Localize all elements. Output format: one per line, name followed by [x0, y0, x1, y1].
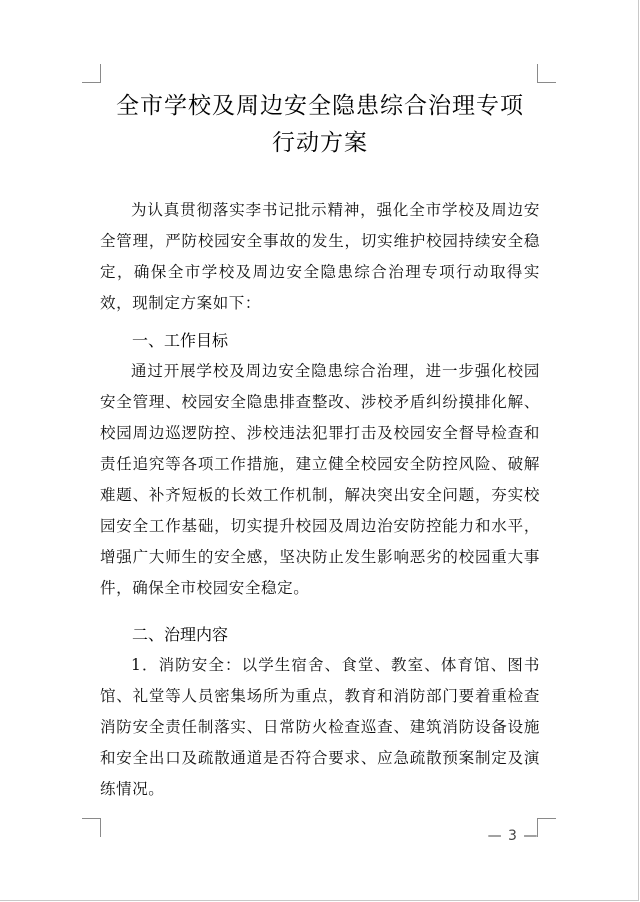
corner-mark-top-right: [537, 64, 556, 83]
document-title-line-2: 行动方案: [272, 130, 368, 156]
page-number: — 3 —: [487, 828, 539, 844]
fire-safety-paragraph: 1．消防安全：以学生宿舍、食堂、教室、体育馆、图书馆、礼堂等人员密集场所为重点，教育和消防部门要着重检查消防安全责任制落实、日常防火检查巡查、建筑消防设备设施和安全出口及疏散通道是否符合要求、应急疏散预案制定及演练情况。: [100, 656, 540, 798]
document-title-line-1: 全市学校及周边安全隐患综合治理专项: [116, 93, 524, 119]
intro-paragraph: 为认真贯彻落实李书记批示精神，强化全市学校及周边安全管理，严防校园安全事故的发生，切实维护校园持续安全稳定，确保全市学校及周边安全隐患综合治理专项行动取得实效，现制定方案如下：: [100, 201, 540, 312]
corner-mark-top-left: [82, 64, 101, 83]
goals-paragraph: 通过开展学校及周边安全隐患综合治理，进一步强化校园安全管理、校园安全隐患排查整改、涉校矛盾纠纷摸排化解、校园周边巡逻防控、涉校违法犯罪打击及校园安全督导检查和责任追究等各项工作措施，建立健全校园安全防控风险、破解难题、补齐短板的长效工作机制，解决突出安全问题，夯实校园安全工作基础，切实提升校园及周边治安防控能力和水平，增强广大师生的安全感，坚决防止发生影响恶劣的校园重大事件，确保全市校园安全稳定。: [100, 362, 540, 597]
section-heading-goals: 一、工作目标: [132, 331, 229, 350]
section-heading-content: 二、治理内容: [132, 625, 229, 644]
corner-mark-bottom-left: [82, 818, 101, 837]
